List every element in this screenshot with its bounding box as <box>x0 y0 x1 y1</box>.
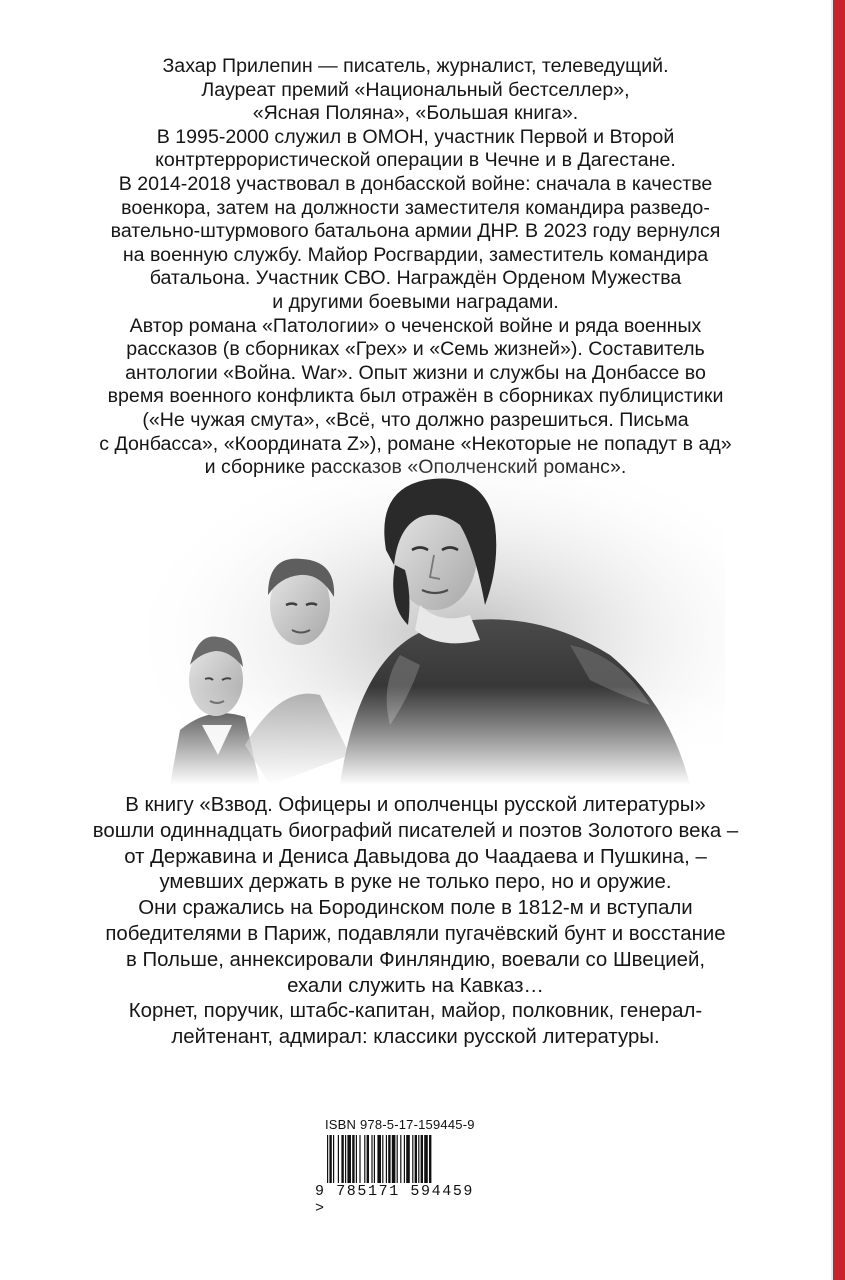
barcode-bar <box>364 1135 365 1183</box>
bio-line: рассказов (в сборниках «Грех» и «Семь жизней»). Составитель <box>126 338 705 361</box>
summary-line: умевших держать в руке не только перо, но и оружие. <box>159 871 672 894</box>
bio-line: Захар Прилепин — писатель, журналист, телеведущий. <box>162 55 669 77</box>
book-summary <box>40 793 791 1051</box>
barcode-digits: 9 785171 594459 > <box>315 1183 475 1217</box>
barcode-bar <box>374 1135 375 1183</box>
barcode-bar <box>356 1135 357 1183</box>
barcode-bar <box>341 1135 343 1183</box>
bio-line: батальона. Участник СВО. Награждён Орденом Мужества <box>149 267 682 290</box>
barcode-bar <box>347 1135 351 1183</box>
barcode-bar <box>429 1135 431 1183</box>
bio-line: В 1995-2000 служил в ОМОН, участник Первой и Второй <box>156 125 675 148</box>
bio-line: контртеррористической операции в Чечне и в Дагестане. <box>155 149 676 172</box>
barcode-bar <box>388 1135 390 1183</box>
summary-line: лейтенант, адмирал: классики русской литературы. <box>171 1026 660 1049</box>
barcode-bar <box>367 1135 369 1183</box>
barcode-bar <box>412 1135 413 1183</box>
barcode-bar <box>327 1135 328 1183</box>
barcode-bar <box>359 1135 360 1183</box>
summary-line: вошли одиннадцать биографий писателей и поэтов Золотого века – <box>92 819 739 842</box>
barcode-bar <box>404 1135 405 1183</box>
red-spine-strip <box>833 0 845 1280</box>
writers-portrait-illustration <box>150 455 725 785</box>
summary-line: ехали служить на Кавказ… <box>287 974 544 997</box>
barcode-bar <box>329 1135 331 1183</box>
summary-line: от Державина и Дениса Давыдова до Чаадаева и Пушкина, – <box>124 845 707 868</box>
barcode-bar <box>377 1135 381 1183</box>
barcode-bar <box>397 1135 398 1183</box>
barcode-bars <box>315 1135 495 1185</box>
bio-line: с Донбасса», «Координата Z»), романе «Некоторые не попадут в ад» <box>99 432 732 455</box>
bio-line: («Не чужая смута», «Всё, что должно разрешиться. Письма <box>142 408 689 431</box>
author-bio <box>40 55 791 480</box>
barcode-bar <box>345 1135 346 1183</box>
barcode-bar <box>333 1135 334 1183</box>
bio-line: на военную службу. Майор Росгвардии, заместитель командира <box>122 243 709 266</box>
bio-line: время военного конфликта был отражён в сборниках публицистики <box>107 385 724 408</box>
bio-line: В 2014-2018 участвовал в донбасской войне: сначала в качестве <box>118 172 713 195</box>
barcode-bar <box>382 1135 383 1183</box>
barcode-bar <box>392 1135 396 1183</box>
barcode-bar <box>338 1135 339 1183</box>
barcode-bar <box>386 1135 387 1183</box>
barcode-bar <box>352 1135 354 1183</box>
bio-line: Автор романа «Патологии» о чеченской войне и ряда военных <box>129 314 702 337</box>
summary-line: Корнет, поручик, штабс-капитан, майор, полковник, генерал- <box>128 1000 703 1023</box>
barcode-bar <box>400 1135 401 1183</box>
bio-line: военкора, затем на должности заместителя командира разведо- <box>121 196 710 219</box>
bio-line: антологии «Война. War». Опыт жизни и службы на Донбассе во <box>125 361 706 384</box>
barcode-bar <box>421 1135 423 1183</box>
bio-line: «Ясная Поляна», «Большая книга». <box>252 102 579 125</box>
bio-line: и другими боевыми наградами. <box>272 290 559 313</box>
barcode-bar <box>418 1135 419 1183</box>
summary-line: в Польше, аннексировали Финляндию, воевали со Швецией, <box>125 948 706 971</box>
barcode-bar <box>424 1135 428 1183</box>
bio-line: вательно-штурмового батальона армии ДНР. В 2023 году вернулся <box>110 220 721 243</box>
summary-line: Они сражались на Бородинском поле в 1812-м и вступали <box>138 897 693 920</box>
isbn-barcode <box>315 1117 495 1217</box>
barcode-bar <box>415 1135 417 1183</box>
summary-line: В книгу «Взвод. Офицеры и ополченцы русской литературы» <box>125 794 706 816</box>
summary-line: победителями в Париж, подавляли пугачёвский бунт и восстание <box>105 922 726 945</box>
isbn-number: ISBN 978-5-17-159445-9 <box>325 1117 475 1132</box>
barcode-bar <box>371 1135 372 1183</box>
barcode-bar <box>406 1135 410 1183</box>
bio-line: Лауреат премий «Национальный бестселлер», <box>201 78 630 101</box>
